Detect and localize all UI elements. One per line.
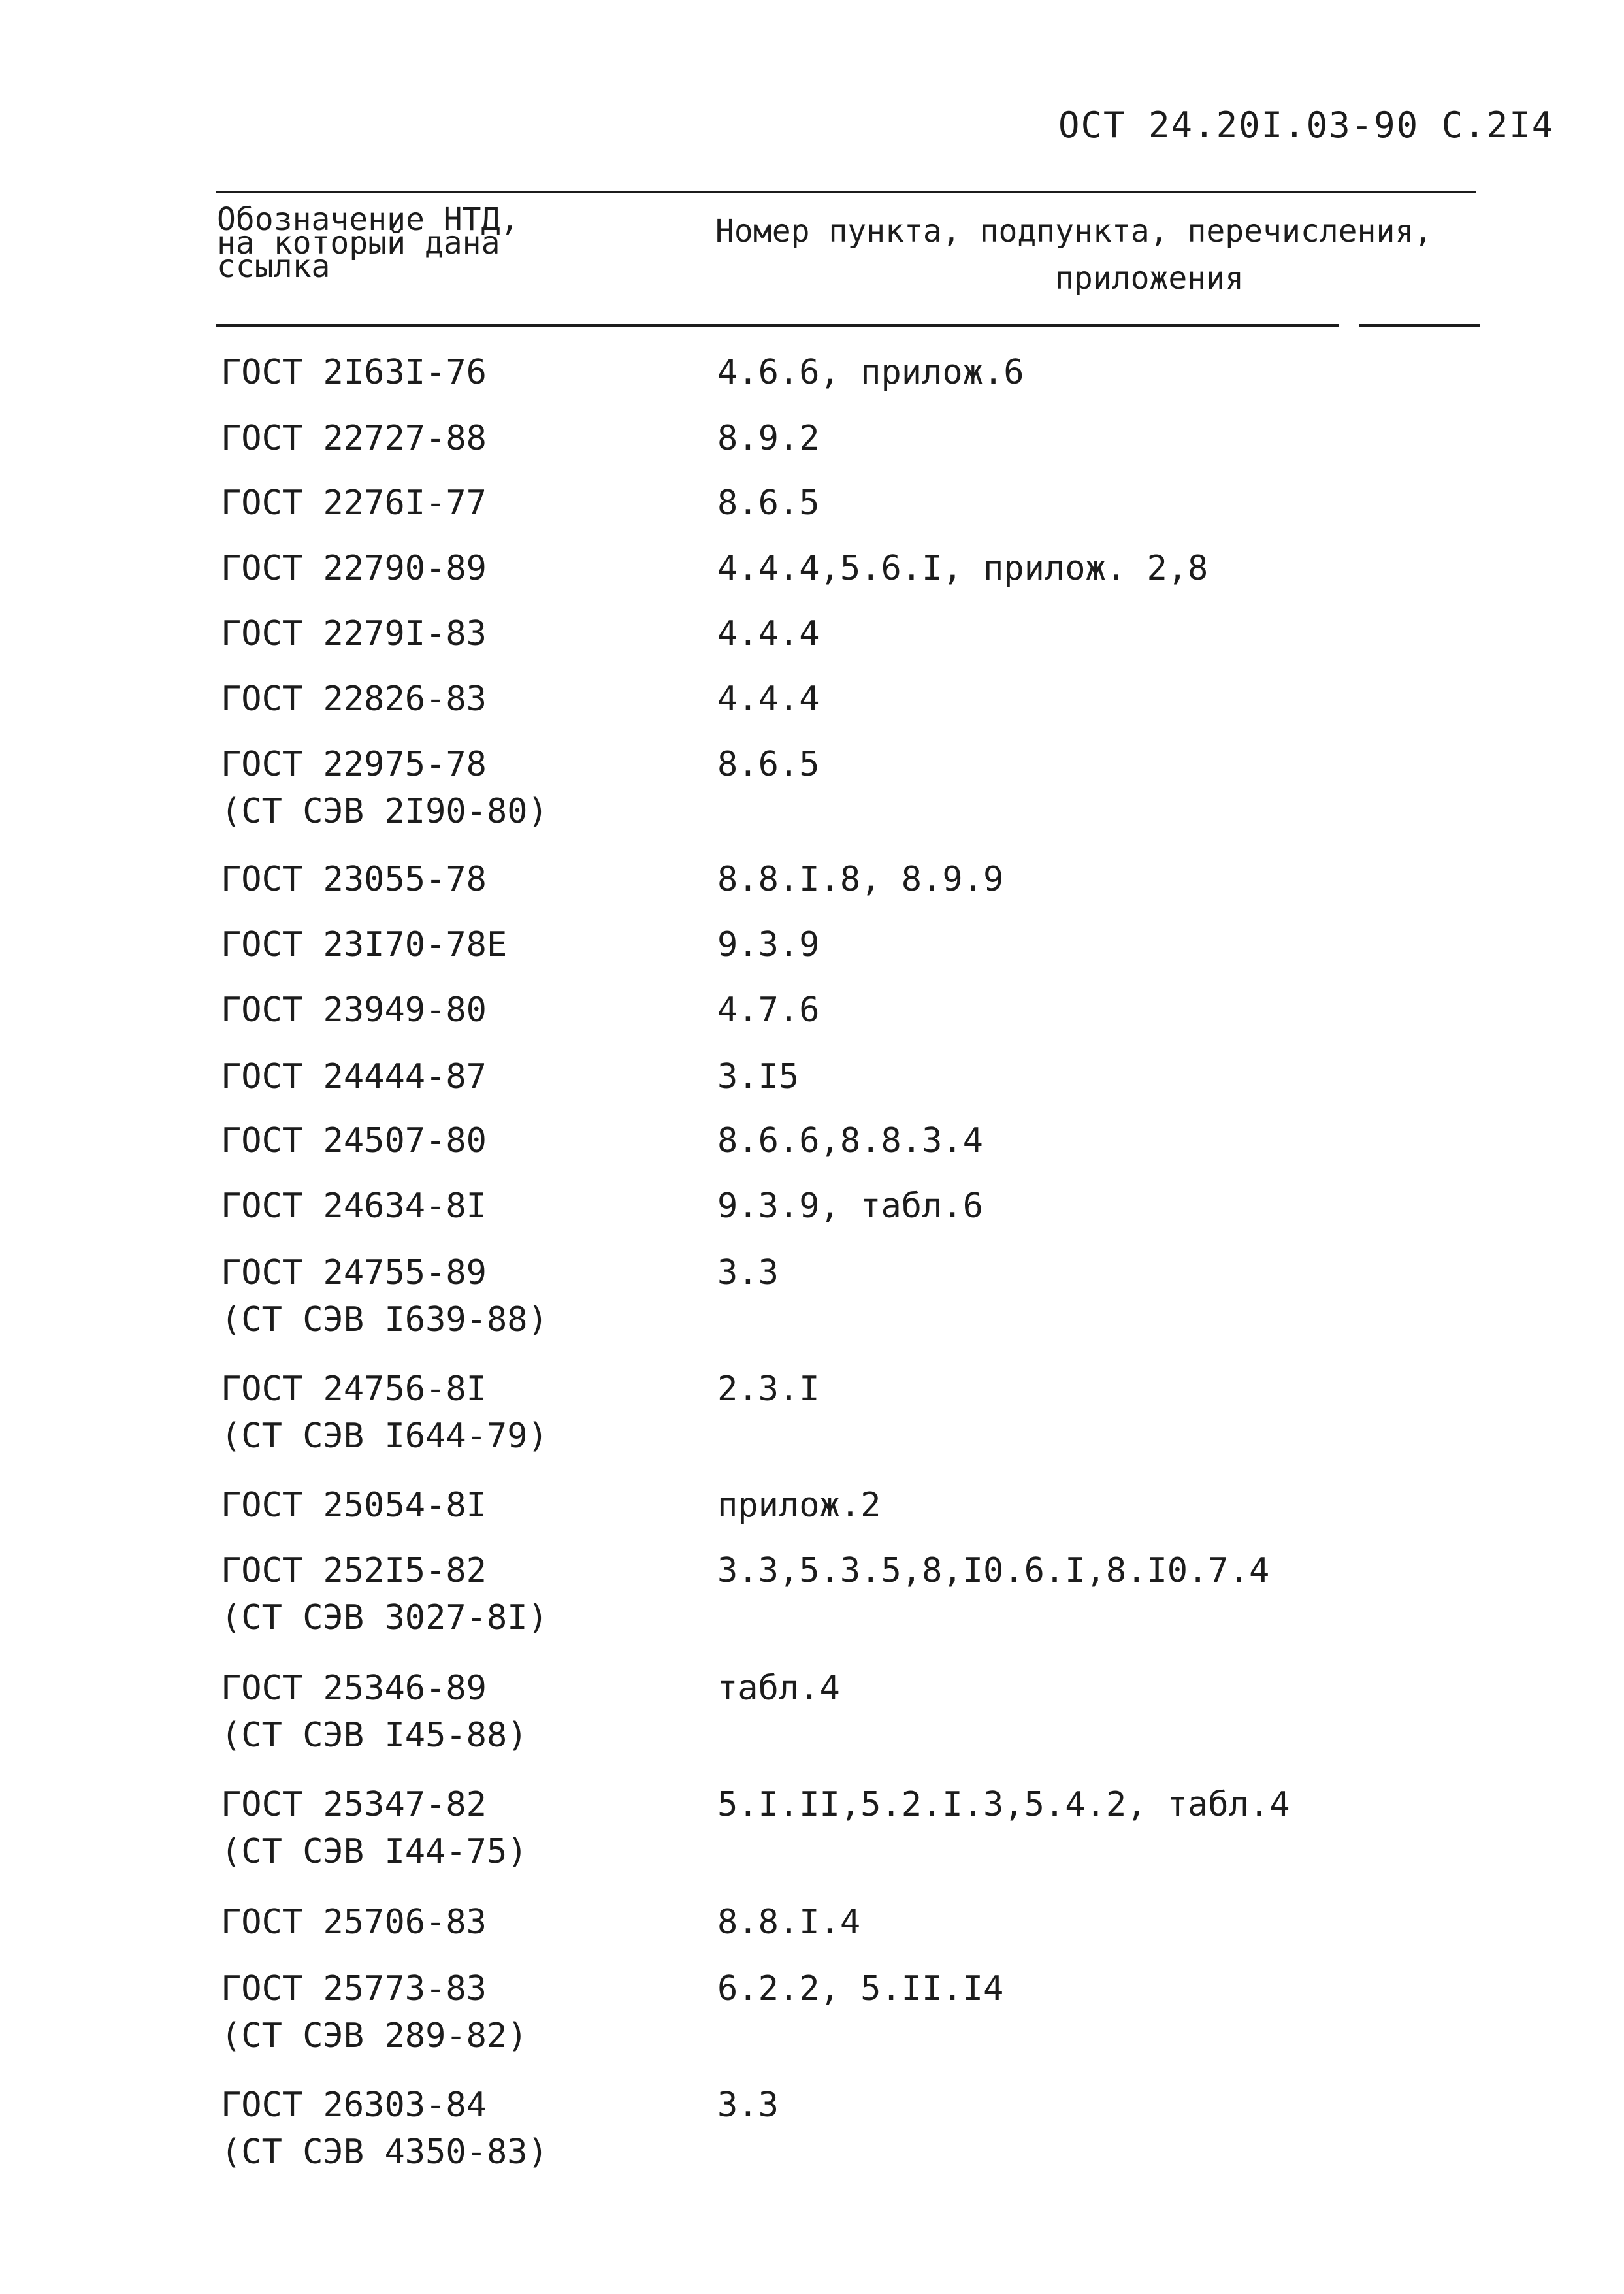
document-designation: ГОСТ 23949-80 <box>221 991 487 1030</box>
document-designation-cell <box>221 1117 487 1164</box>
column-header-document: Обозначение НТД, на который дана ссылка <box>217 201 519 285</box>
document-designation-cell <box>221 921 507 968</box>
document-designation: ГОСТ 23I70-78Е <box>221 925 508 964</box>
reference-clause-cell: 4.4.4 <box>717 680 820 719</box>
document-designation: ГОСТ 25706-83 <box>221 1903 487 1942</box>
document-designation-cell <box>221 480 487 527</box>
document-designation: ГОСТ 24634-8I <box>221 1187 487 1226</box>
cmea-standard-designation: (СТ СЭВ 3027-8I) <box>221 1598 548 1637</box>
document-designation: ГОСТ 2279I-83 <box>221 614 487 653</box>
page-header-ref: ОСТ 24.20I.03-90 С.2I4 <box>1058 105 1555 146</box>
document-designation-cell <box>221 676 487 723</box>
document-designation-cell <box>221 1053 487 1100</box>
cmea-standard-designation: (СТ СЭВ 2I90-80) <box>221 792 548 831</box>
document-designation: ГОСТ 22975-78 <box>221 745 487 784</box>
cmea-standard-designation: (СТ СЭВ I644-79) <box>221 1417 548 1456</box>
reference-clause-cell: 6.2.2, 5.II.I4 <box>717 1969 1004 2008</box>
reference-clause-cell: 9.3.9 <box>717 925 820 964</box>
reference-clause-cell: 9.3.9, табл.6 <box>717 1187 983 1226</box>
reference-clause-cell: 8.6.5 <box>717 745 820 784</box>
document-designation: ГОСТ 24444-87 <box>221 1057 487 1096</box>
document-designation-cell <box>221 415 487 462</box>
reference-clause-cell: 4.4.4,5.6.I, прилож. 2,8 <box>717 549 1209 588</box>
document-designation-cell <box>221 610 487 657</box>
document-designation-cell <box>221 1482 487 1529</box>
document-designation-cell <box>221 1781 528 1875</box>
reference-clause-cell: 4.7.6 <box>717 991 820 1030</box>
cmea-standard-designation: (СТ СЭВ 289-82) <box>221 2016 528 2056</box>
reference-clause-cell: 8.6.6,8.8.3.4 <box>717 1121 983 1160</box>
reference-clause-cell: 3.3 <box>717 1253 779 1292</box>
document-designation: ГОСТ 22727-88 <box>221 419 487 458</box>
document-designation-cell <box>221 1899 487 1946</box>
reference-clause-cell: 8.8.I.8, 8.9.9 <box>717 860 1004 899</box>
document-designation-cell <box>221 1366 548 1460</box>
reference-clause-cell: 8.6.5 <box>717 483 820 523</box>
document-designation-cell <box>221 856 487 903</box>
document-designation: ГОСТ 24756-8I <box>221 1369 487 1409</box>
document-designation-cell <box>221 987 487 1034</box>
reference-clause-cell: 8.8.I.4 <box>717 1903 861 1942</box>
document-designation: ГОСТ 252I5-82 <box>221 1551 487 1590</box>
document-designation-cell <box>221 1547 548 1641</box>
document-designation-cell <box>221 545 487 592</box>
document-designation: ГОСТ 24755-89 <box>221 1253 487 1292</box>
cmea-standard-designation: (СТ СЭВ I639-88) <box>221 1300 548 1339</box>
reference-clause-cell: 4.6.6, прилож.6 <box>717 353 1024 392</box>
document-designation-cell <box>221 1965 528 2059</box>
document-designation: ГОСТ 26303-84 <box>221 2086 487 2125</box>
reference-clause-cell: 3.3,5.3.5,8,I0.6.I,8.I0.7.4 <box>717 1551 1270 1590</box>
column-header-reference-line1: Номер пункта, подпункта, перечисления, <box>715 213 1433 250</box>
cmea-standard-designation: (СТ СЭВ 4350-83) <box>221 2133 548 2172</box>
document-designation: ГОСТ 23055-78 <box>221 860 487 899</box>
document-designation: ГОСТ 25346-89 <box>221 1669 487 1708</box>
document-designation-cell <box>221 741 548 835</box>
cmea-standard-designation: (СТ СЭВ I44-75) <box>221 1832 528 1871</box>
reference-clause-cell: 5.I.II,5.2.I.3,5.4.2, табл.4 <box>717 1785 1290 1824</box>
document-designation: ГОСТ 24507-80 <box>221 1121 487 1160</box>
document-designation: ГОСТ 25347-82 <box>221 1785 487 1824</box>
reference-clause-cell: 4.4.4 <box>717 614 820 653</box>
document-designation: ГОСТ 22790-89 <box>221 549 487 588</box>
reference-clause-cell: 8.9.2 <box>717 419 820 458</box>
document-designation-cell <box>221 1183 487 1230</box>
cmea-standard-designation: (СТ СЭВ I45-88) <box>221 1716 528 1755</box>
document-designation: ГОСТ 25773-83 <box>221 1969 487 2008</box>
reference-clause-cell: 2.3.I <box>717 1369 820 1409</box>
column-header-reference-line2: приложения <box>1055 260 1244 297</box>
document-designation: ГОСТ 22826-83 <box>221 680 487 719</box>
document-designation: ГОСТ 2I63I-76 <box>221 353 487 392</box>
document-designation-cell <box>221 1249 548 1343</box>
reference-clause-cell: 3.3 <box>717 2086 779 2125</box>
reference-clause-cell: 3.I5 <box>717 1057 800 1096</box>
reference-clause-cell: прилож.2 <box>717 1486 881 1525</box>
document-designation-cell <box>221 2082 548 2176</box>
document-designation-cell <box>221 1665 528 1759</box>
document-designation: ГОСТ 2276I-77 <box>221 483 487 523</box>
reference-clause-cell: табл.4 <box>717 1669 840 1708</box>
document-designation-cell <box>221 349 487 396</box>
document-designation: ГОСТ 25054-8I <box>221 1486 487 1525</box>
